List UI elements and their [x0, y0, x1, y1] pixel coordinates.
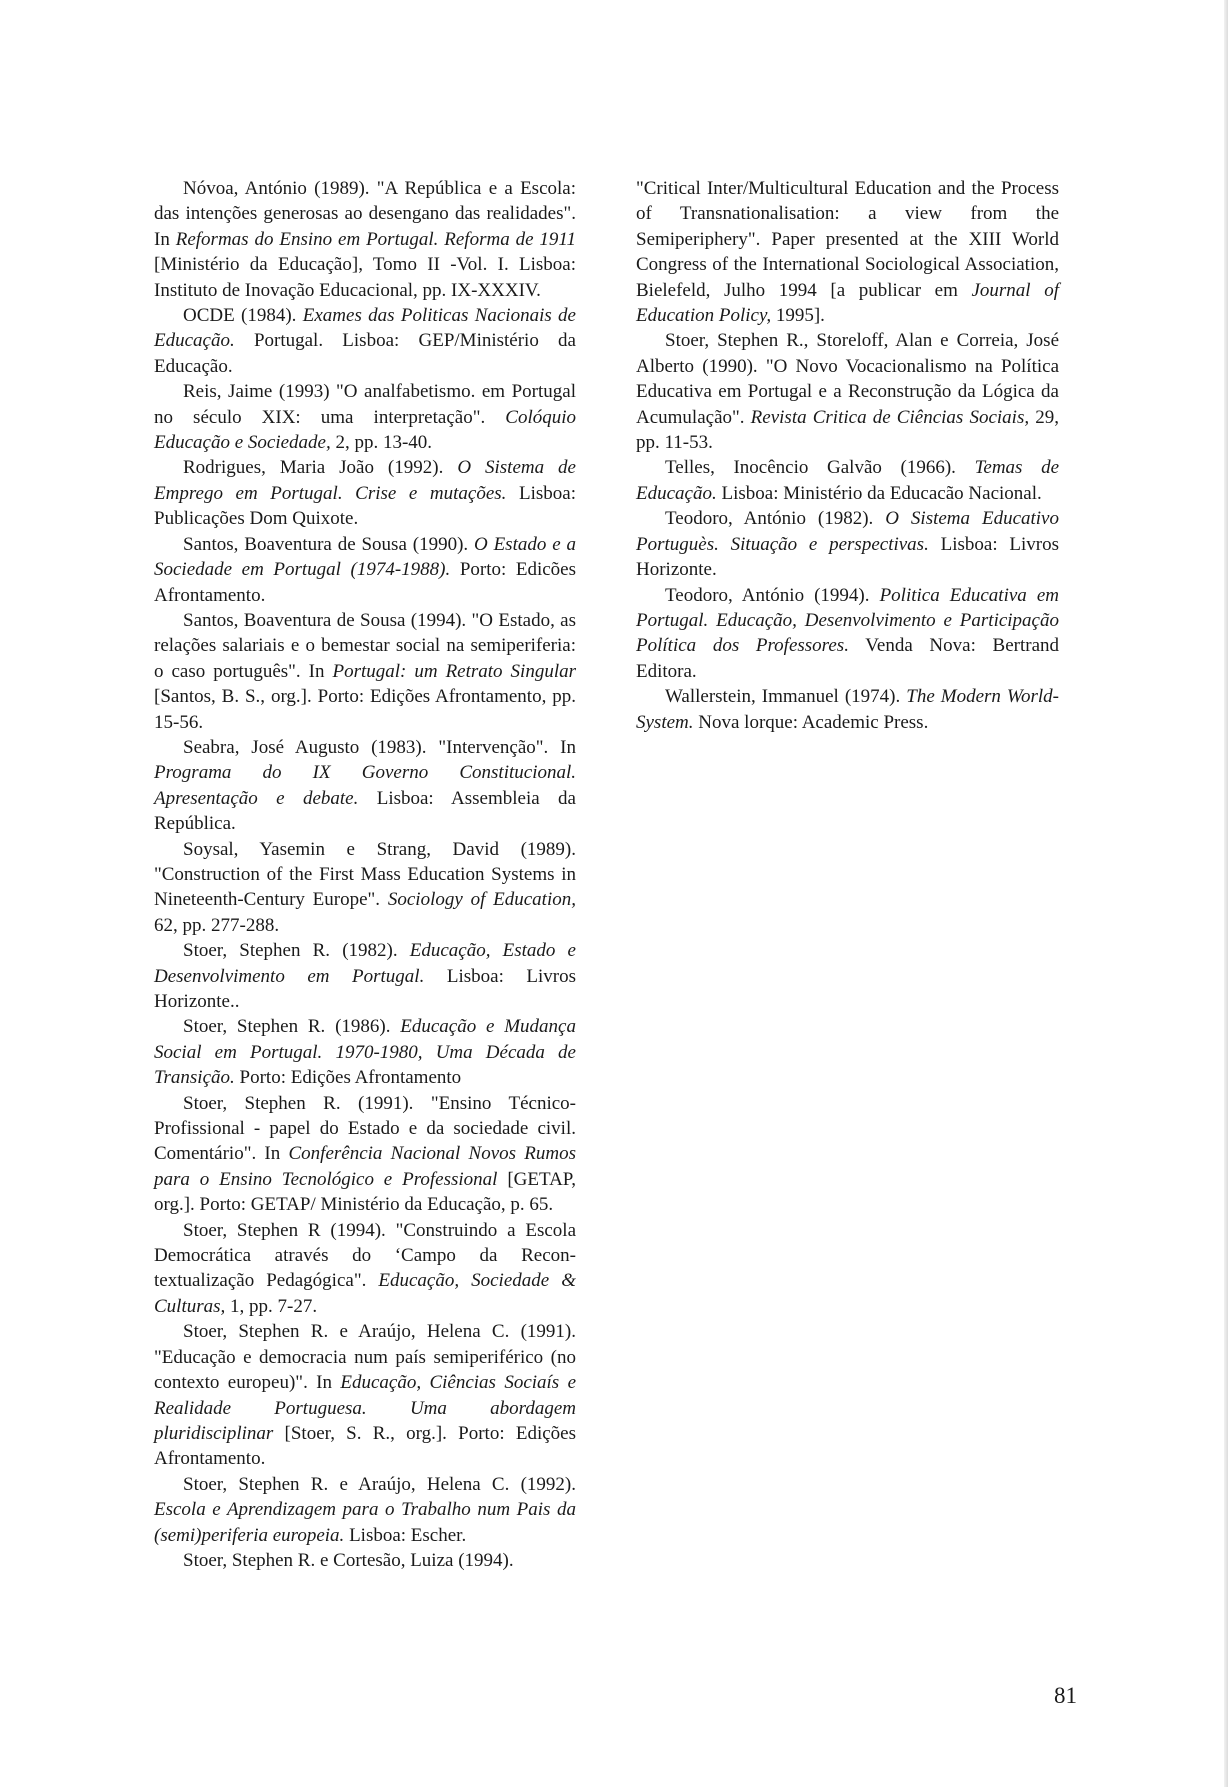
reference-entry: Reis, Jaime (1993) "O analfabetismo. em Portugal no século XIX: uma interpretação". Colóquio Educação e Sociedade, 2, pp. 13-40. [154, 381, 576, 454]
reference-entry: Wallerstein, Immanuel (1974). The Modern World-System. Nova lorque: Academic Press. [636, 686, 1059, 733]
reference-entry: Stoer, Stephen R. (1991). "Ensino Técnico-Profissional - papel do Estado e da sociedade civil. Comentário". In Conferência Nacional Novos Rumos para o Ensino Tecnológico e Professional [GETAP, org.]. Porto: GETAP/ Ministério da Educação, p. 65. [154, 1092, 577, 1216]
reference-entry: Seabra, José Augusto (1983). "Intervenção". In Programa do IX Governo Constitucional. Apresentação e debate. Lisboa: Assembleia da República. [154, 736, 576, 835]
reference-entry: Stoer, Stephen R. e Araújo, Helena C. (1991). "Educação e democracia num país semiperiférico (no contexto europeu)". In Educação, Ciências Sociaís e Realidade Portuguesa. Uma abordagem pluridisciplinar [Stoer, S. R., org.]. Porto: Edições Afrontamento. [154, 1321, 576, 1470]
reference-entry: Soysal, Yasemin e Strang, David (1989). "Construction of the First Mass Education Systems in Nineteenth-Century Europe". Sociology of Education, 62, pp. 277-288. [154, 838, 576, 936]
reference-entry-continued: "Critical Inter/Multicultural Education and the Process of Transnationalisation: a view from the Semiperiphery". Paper presented at the XIII World Congress of the International Sociological Association, Bielefeld, Julho 1994 [a publicar em Journal of Education Policy, 1995]. [636, 178, 1059, 327]
references-left-column [154, 176, 576, 1573]
reference-entry: Stoer, Stephen R., Storeloff, Alan e Correia, José Alberto (1990). "O Novo Vocacionalismo na Política Educativa em Portugal e a Reconstrução da Lógica da Acumulação". Revista Critica de Ciências Sociais, 29, pp. 11-53. [636, 330, 1059, 454]
reference-entry: Nóvoa, António (1989). "A República e a Escola: das intenções generosas ao desengano das realidades". In Reformas do Ensino em Portugal. Reforma de 1911 [Ministério da Educação], Tomo II -Vol. I. Lisboa: Instituto de Inovação Educacional, pp. IX-XXXIV. [154, 178, 577, 301]
reference-entry: Stoer, Stephen R. e Cortesão, Luiza (1994). [183, 1549, 514, 1571]
reference-entry: Rodrigues, Maria João (1992). O Sistema de Emprego em Portugal. Crise e mutações. Lisboa: Publicações Dom Quixote. [154, 457, 576, 530]
reference-entry: Stoer, Stephen R. (1986). Educação e Mudança Social em Portugal. 1970-1980, Uma Década de Transição. Porto: Edições Afrontamento [154, 1016, 576, 1089]
reference-entry: OCDE (1984). Exames das Politicas Nacionais de Educação. Portugal. Lisboa: GEP/Ministério da Educação. [154, 305, 576, 377]
reference-entry: Santos, Boaventura de Sousa (1990). O Estado e a Sociedade em Portugal (1974-1988). Porto: Edicões Afrontamento. [154, 533, 576, 606]
reference-entry: Teodoro, António (1994). Politica Educativa em Portugal. Educação, Desenvolvimento e Participação Política dos Professores. Venda Nova: Bertrand Editora. [636, 584, 1060, 682]
reference-entry: Telles, Inocêncio Galvão (1966). Temas de Educação. Lisboa: Ministério da Educacão Nacional. [636, 457, 1059, 504]
page-number: 81 [1054, 1683, 1077, 1708]
reference-entry: Stoer, Stephen R. (1982). Educação, Estado e Desenvolvimento em Portugal. Lisboa: Livros Horizonte.. [154, 940, 576, 1012]
reference-entry: Teodoro, António (1982). O Sistema Educativo Portuguès. Situação e perspectivas. Lisboa: Livros Horizonte. [636, 508, 1059, 581]
page-edge-shadow [1224, 0, 1228, 1787]
reference-entry: Stoer, Stephen R (1994). "Construindo a Escola Democrática através do ‘Campo da Recon-textualização Pedagógica". Educação, Sociedade & Culturas, 1, pp. 7-27. [154, 1219, 576, 1317]
references-right-column [636, 176, 1059, 735]
reference-entry: Santos, Boaventura de Sousa (1994). "O Estado, as relações salariais e o bemestar social na semiperiferia: o caso português". In Portugal: um Retrato Singular [Santos, B. S., org.]. Porto: Edições Afrontamento, pp. 15-56. [154, 609, 576, 733]
reference-entry: Stoer, Stephen R. e Araújo, Helena C. (1992). Escola e Aprendizagem para o Trabalho num Pais da (semi)periferia europeia. Lisboa: Escher. [154, 1473, 576, 1546]
